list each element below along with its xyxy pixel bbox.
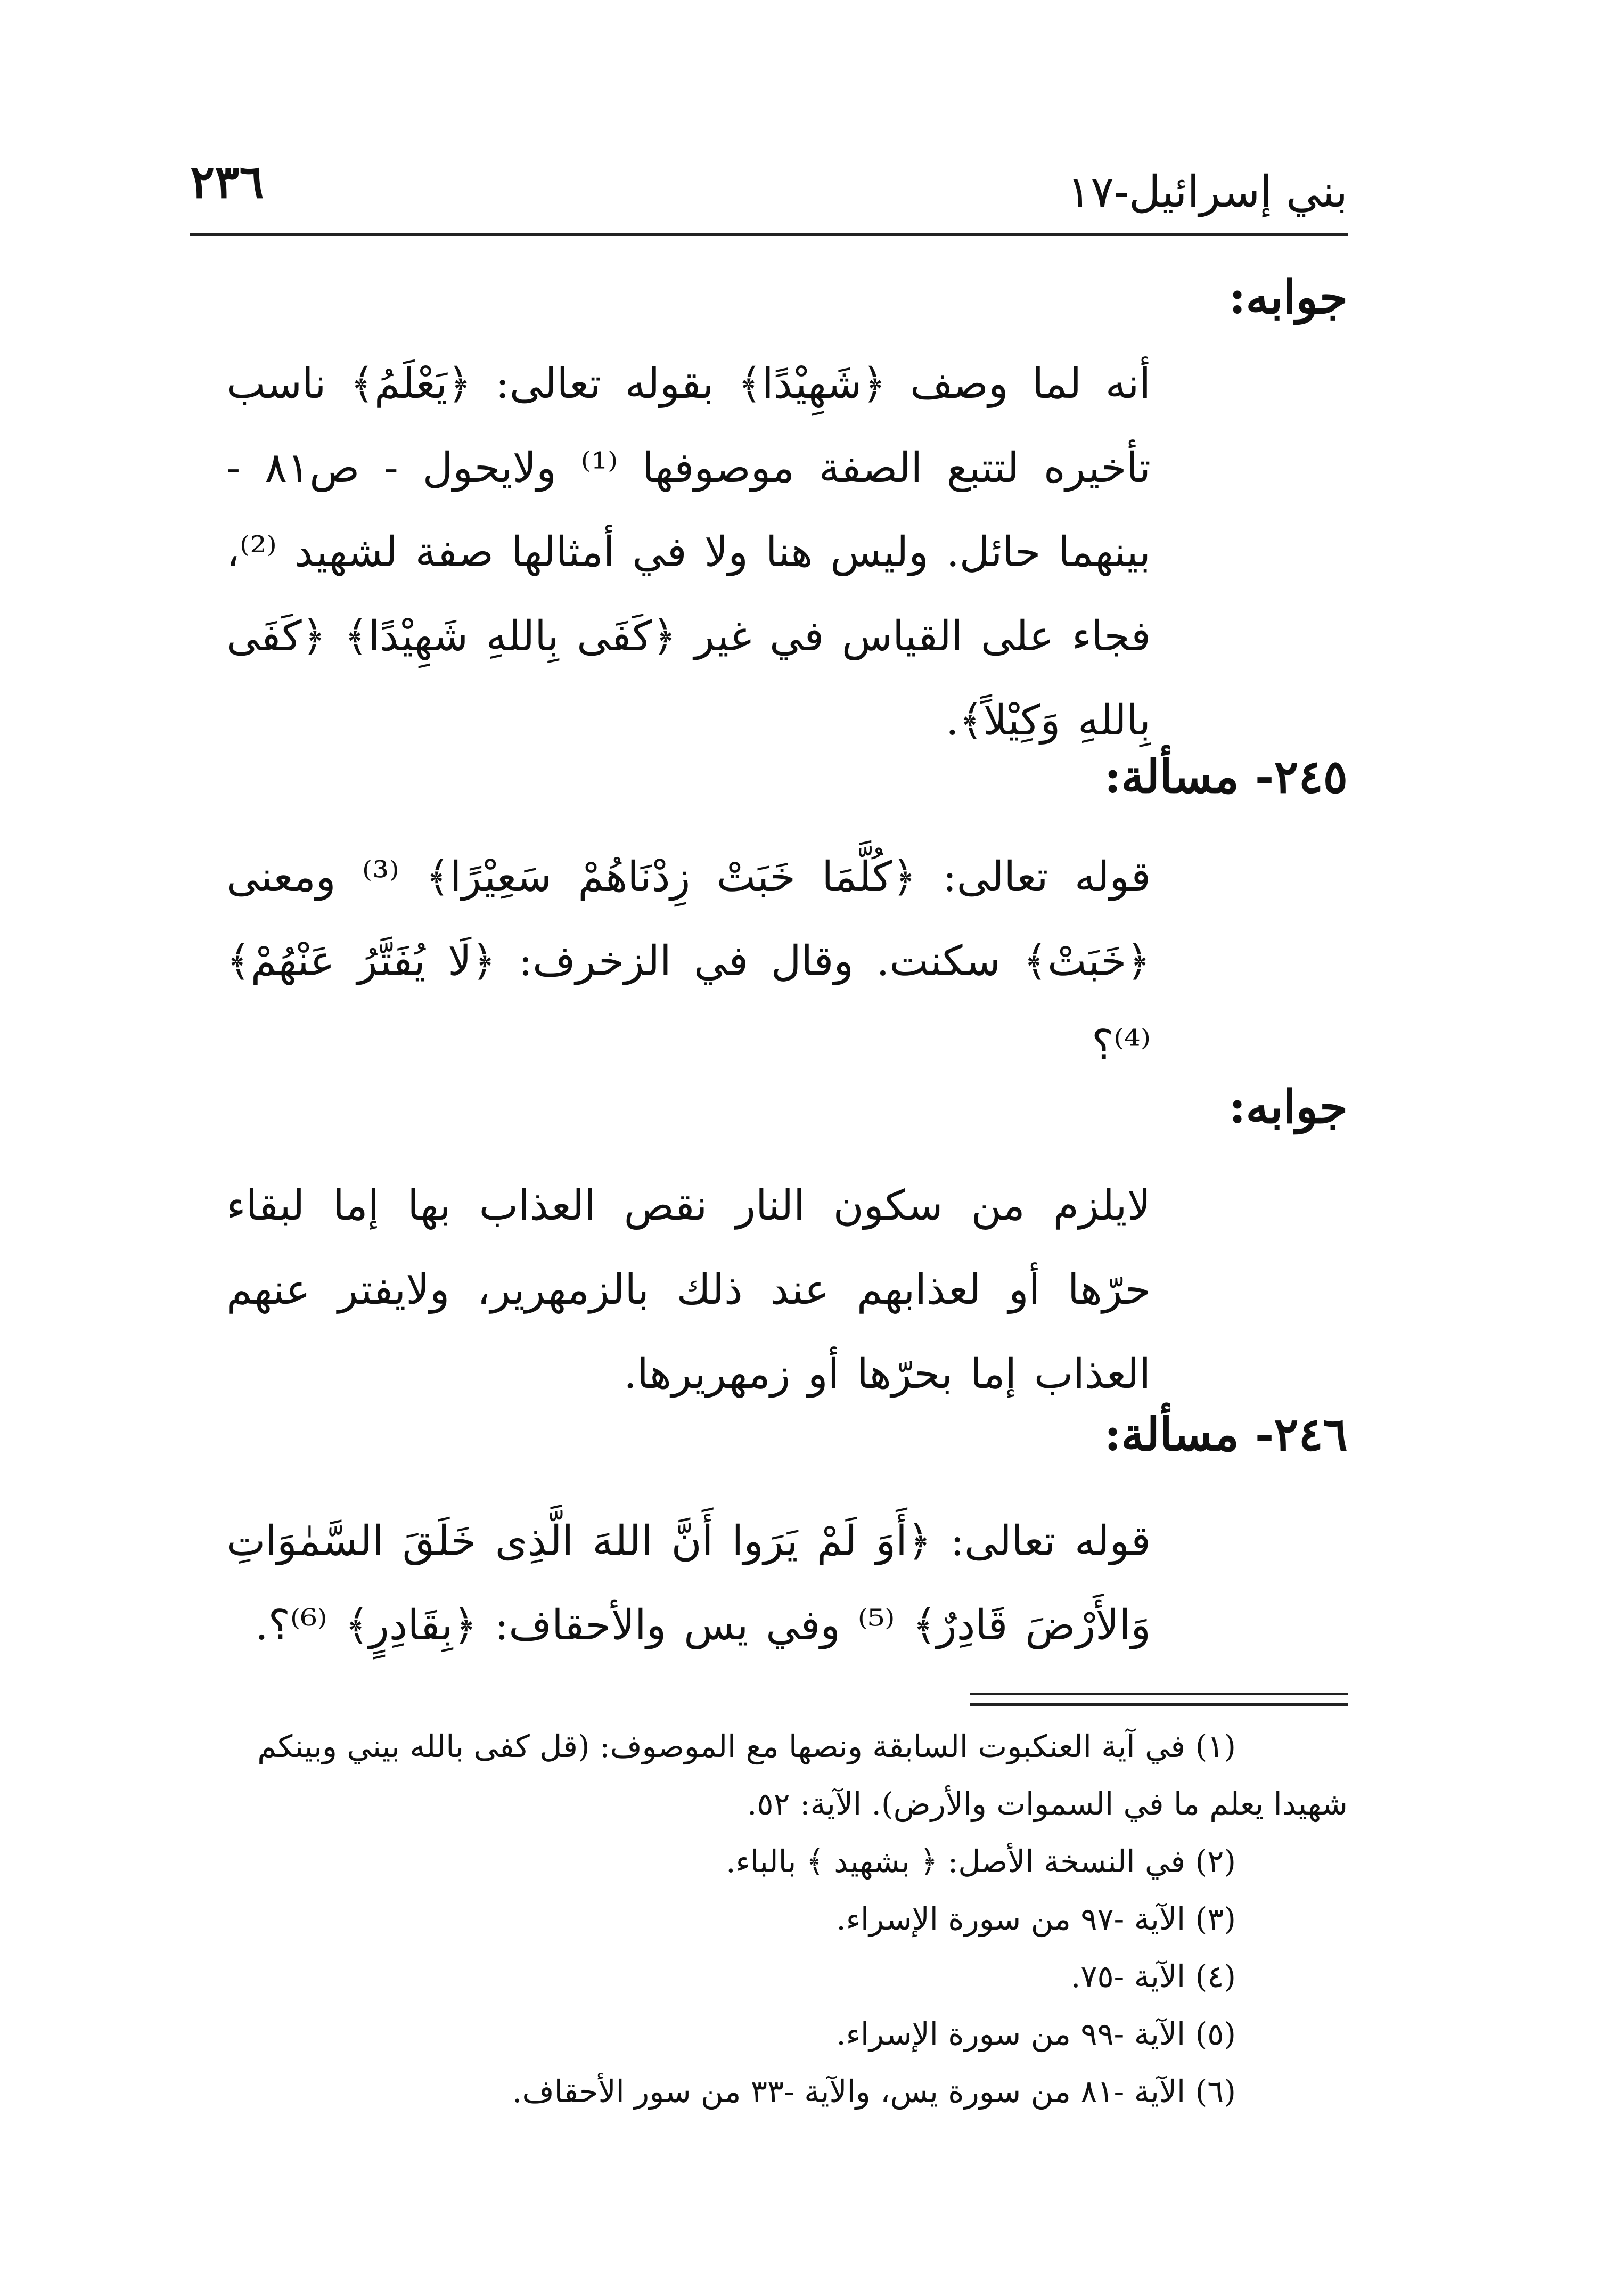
question-text-245: قوله تعالى: ﴿كُلَّمَا خَبَتْ زِدْنَاهُمْ سَعِيْرًا﴾ ⁽³⁾ ومعنى ﴿خَبَتْ﴾ سكنت. وقال في الزخرف: ﴿لَا يُفَتَّرُ عَنْهُمْ﴾ ⁽⁴⁾؟ — [226, 853, 1151, 1069]
footnote-rule-top — [970, 1693, 1348, 1695]
footnote-1 — [218, 1718, 1348, 1833]
question-heading-245: ٢٤٥- مسألة: — [1104, 750, 1348, 804]
answer-text-1: أنه لما وصف ﴿شَهِيْدًا﴾ بقوله تعالى: ﴿يَعْلَمُ﴾ ناسب تأخيره لتتبع الصفة موصوفها ⁽¹⁾ ولايحول - ص٨١ - بينهما حائل. وليس هنا ولا في أمثالها صفة لشهيد ⁽²⁾، فجاء على القياس في غير ﴿كَفَى بِاللهِ شَهِيْدًا﴾ ﴿كَفَى بِاللهِ وَكِيْلاً﴾. — [226, 360, 1151, 745]
footnote-5: (٥) الآية -٩٩ من سورة الإسراء. — [836, 2016, 1236, 2052]
page-header — [190, 144, 1348, 234]
footnote-3: (٣) الآية -٩٧ من سورة الإسراء. — [836, 1901, 1236, 1937]
answer-heading-2: جوابه: — [1228, 1080, 1348, 1134]
footnote-rule-bottom — [970, 1703, 1348, 1706]
answer-heading-1: جوابه: — [1228, 271, 1348, 324]
question-heading-246: ٢٤٦- مسألة: — [1104, 1408, 1348, 1461]
header-rule — [190, 233, 1348, 236]
running-title: بني إسرائيل-١٧ — [1067, 167, 1348, 217]
footnote-1-line-1: (١) في آية العنكبوت السابقة ونصها مع الموصوف: (قل كفى بالله بيني وبينكم — [257, 1728, 1236, 1764]
footnote-4: (٤) الآية -٧٥. — [1070, 1958, 1236, 1995]
answer-text-2: لايلزم من سكون النار نقص العذاب بها إما لبقاء حرّها أو لعذابهم عند ذلك بالزمهرير، ولايفتر عنهم العذاب إما بحرّها أو زمهريرها. — [226, 1182, 1151, 1398]
footnote-2: (٢) في النسخة الأصل: ﴿ بشهيد ﴾ بالباء. — [726, 1843, 1236, 1880]
page-number: ٢٣٦ — [190, 155, 264, 209]
footnote-1-line-2: شهيدا يعلم ما في السموات والأرض). الآية: ٥٢. — [747, 1786, 1348, 1822]
footnote-6: (٦) الآية -٨١ من سورة يس، والآية -٣٣ من سور الأحقاف. — [512, 2073, 1236, 2110]
footnotes — [218, 1718, 1348, 2120]
question-text-246: قوله تعالى: ﴿أَوَ لَمْ يَرَوا أَنَّ اللهَ الَّذِى خَلَقَ السَّمٰوَاتِ وَالأَرْضَ قَادِرٌ﴾ ⁽⁵⁾ وفي يس والأحقاف: ﴿بِقَادِرٍ﴾ ⁽⁶⁾؟. — [226, 1517, 1151, 1649]
